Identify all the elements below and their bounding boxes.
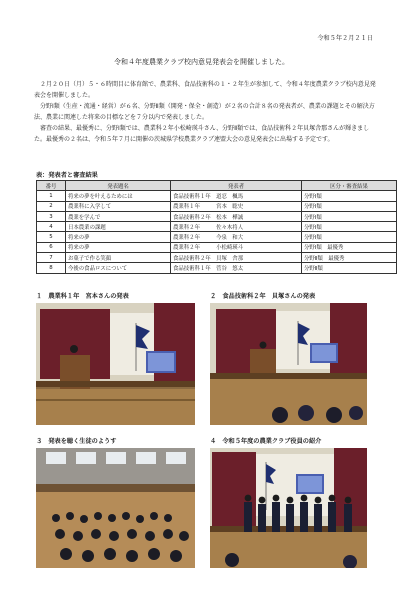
row-result: 分野Ⅱ類 最優秀: [302, 253, 397, 263]
table-row: [37, 232, 397, 242]
row-result: 分野Ⅰ類: [302, 201, 397, 211]
row-presenter: 食品技術科１年 菅谷 悠太: [171, 263, 302, 273]
row-title: 日本農業の課題: [66, 222, 171, 232]
table-caption: 表：発表者と審査結果: [36, 172, 98, 179]
table-header-row: [37, 181, 397, 191]
row-number: 4: [37, 222, 66, 232]
row-title: 将来の夢: [66, 232, 171, 242]
table-row: [37, 242, 397, 252]
row-presenter: 食品技術科２年 松本 樺誠: [171, 211, 302, 221]
row-presenter: 農業科２年 小松崎瑛斗: [171, 242, 302, 252]
table-row: [37, 263, 397, 273]
row-number: 6: [37, 242, 66, 252]
row-result: 分野Ⅰ類 最優秀: [302, 242, 397, 252]
row-number: 7: [37, 253, 66, 263]
row-presenter: 農業科２年 佐々木将人: [171, 222, 302, 232]
row-result: 分野Ⅱ類: [302, 263, 397, 273]
photo-caption-3: ３ 発表を聴く生徒のようす: [36, 438, 117, 445]
table-row: [37, 201, 397, 211]
row-title: 将来の夢: [66, 242, 171, 252]
header-number: 番号: [37, 181, 66, 191]
row-title: 今後の食品ロスについて: [66, 263, 171, 273]
row-presenter: 食品技術科１年 道忍 楓馬: [171, 191, 302, 201]
row-presenter: 食品技術科２年 貝塚 舎那: [171, 253, 302, 263]
row-result: 分野Ⅰ類: [302, 211, 397, 221]
row-presenter: 農業科１年 宮本 聡史: [171, 201, 302, 211]
row-title: 将来の夢を叶えるためには: [66, 191, 171, 201]
table-row: [37, 211, 397, 221]
row-number: 2: [37, 201, 66, 211]
header-result: 区分・審査結果: [302, 181, 397, 191]
row-number: 1: [37, 191, 66, 201]
photo-caption-2: ２ 食品技術科２年 貝塚さんの発表: [210, 293, 316, 300]
row-number: 5: [37, 232, 66, 242]
row-title: 農業を学んで: [66, 211, 171, 221]
paragraph-results: 審査の結果、最優秀に、分野Ⅰ類では、農業科２年小松崎瑛斗さん、分野Ⅱ類では、食品技術科２年貝塚舎那さんが輝きました。最優秀の２名は、令和５年７月に開催の茨城県学校農業クラブ連盟大会の意見発表会に出場する予定です。: [34, 125, 370, 143]
header-title: 発表題名: [66, 181, 171, 191]
row-number: 8: [37, 263, 66, 273]
row-title: 農業科に入学して: [66, 201, 171, 211]
row-presenter: 農業科２年 今泉 和大: [171, 232, 302, 242]
paragraph-intro: ２月２０日（月）５・６時間目に体育館で、農業科、食品技術科の１・２年生が参加して、令和４年度農業クラブ校内意見発表会を開催しました。: [34, 81, 376, 99]
club-officers-image: [210, 448, 367, 568]
document-date: 令和５年２月２１日: [317, 35, 373, 42]
row-title: お菓子で作る笑顔: [66, 253, 171, 263]
photo-caption-1: １ 農業科１年 宮本さんの発表: [36, 293, 129, 300]
row-result: 分野Ⅰ類: [302, 222, 397, 232]
photo-presentation-2: [210, 303, 367, 425]
gymnasium-audience-image: [36, 448, 195, 568]
photo-caption-4: ４ 令和５年度の農業クラブ役員の紹介: [210, 438, 322, 445]
photo-presentation-1: [36, 303, 195, 425]
row-result: 分野Ⅰ類: [302, 191, 397, 201]
document-title: 令和４年度農業クラブ校内意見発表会を開催しました。: [114, 58, 289, 66]
table-row: [37, 191, 397, 201]
row-number: 3: [37, 211, 66, 221]
header-presenter: 発表者: [171, 181, 302, 191]
photo-officers: [210, 448, 367, 568]
photo-audience: [36, 448, 195, 568]
paragraph-participants: 分野Ⅰ類（生産・流通・経営）が６名、分野Ⅱ類（開発・保全・創造）が２名の合計８名の発表者が、農業の課題とその解決方法、農業に関連した将来の目標などを７分以内で発表しました。: [34, 103, 375, 121]
stage-scene-image: [36, 303, 195, 425]
results-table: [36, 180, 397, 274]
row-result: 分野Ⅰ類: [302, 232, 397, 242]
table-row: [37, 222, 397, 232]
stage-audience-image: [210, 303, 367, 425]
table-row: [37, 253, 397, 263]
